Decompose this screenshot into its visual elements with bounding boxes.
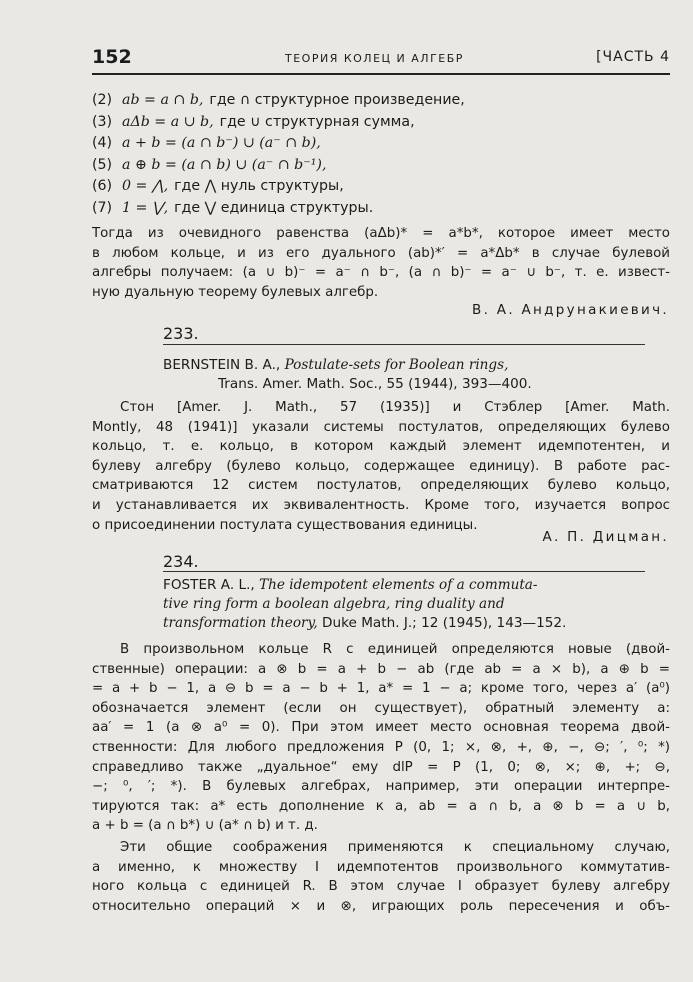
axiom-number: (7): [92, 199, 113, 216]
text-line: алгебры получаем: (a ∪ b)⁻ = a⁻ ∩ b⁻, (a ∩ b)⁻ = a⁻ ∪ b⁻, т. е. извест-: [92, 265, 670, 281]
text-line: справедливо также „дуальное“ ему dlP = P (1, 0; ⊗, ×; ⊕, +; ⊖,: [92, 759, 670, 775]
axiom-description: где ∩ структурное произведение,: [209, 92, 465, 108]
text-line: Тогда из очевидного равенства (aΔb)* = a*b*, которое имеет место: [92, 226, 670, 241]
text-line: обозначается элемент (если он существует), обратный элементу a:: [92, 700, 670, 716]
axiom-description: где ⋁ единица структуры.: [174, 199, 374, 216]
ref-source: Duke Math. J.; 12 (1945), 143—152.: [322, 615, 567, 631]
text-line: ного кольца с единицей R. В этом случае I образует булеву алгебру: [92, 879, 670, 895]
text-line: тируются так: a* есть дополнение к a, ab = a ∩ b, a ⊗ b = a ∪ b,: [92, 798, 670, 814]
text-line: сматриваются 12 систем постулатов, определяющих булево кольцо,: [92, 478, 670, 494]
paragraph-review-233: [92, 398, 670, 535]
page-number: 152: [92, 46, 132, 68]
paragraph-dual-theorem: [92, 224, 670, 302]
text-line: −; ⁰, ′; *). В булевых алгебрах, например, эти операции интерпре-: [92, 779, 670, 795]
ref-author: FOSTER A. L.,: [163, 577, 255, 593]
axiom-formula: 1 = ⋁,: [122, 199, 169, 216]
axiom-number: (5): [92, 156, 113, 173]
reviewer-signature: А. П. Дицман.: [542, 529, 669, 545]
axiom-formula: ab = a ∩ b,: [122, 92, 204, 108]
paragraph-review-234: [92, 640, 670, 836]
text-line: = a + b − 1, a ⊖ b = a − b + 1, a* = 1 − a; кроме того, через a′ (a⁰): [92, 681, 670, 697]
axiom-number: (3): [92, 113, 113, 130]
paragraph-review-234-continued: [92, 838, 670, 916]
text-line: Эти общие соображения применяются к специальному случаю,: [120, 840, 670, 855]
axiom-formula: 0 = ⋀,: [122, 178, 169, 194]
text-line: В произвольном кольце R с единицей определяются новые (двой-: [120, 642, 670, 657]
axiom-line: [92, 114, 672, 136]
ref-title: The idempotent elements of a commuta-: [259, 577, 538, 593]
ref-title: tive ring form a boolean algebra, ring duality and: [163, 596, 505, 612]
ref-title: transformation theory,: [163, 615, 318, 631]
page-header: [92, 44, 670, 70]
axiom-description: где ∪ структурная сумма,: [219, 113, 415, 130]
axiom-formula: aΔb = a ∪ b,: [122, 113, 214, 130]
axiom-description: где ⋀ нуль структуры,: [174, 178, 344, 194]
entry-number: 234.: [163, 552, 199, 571]
axiom-formula: a ⊕ b = (a ∩ b) ∪ (a⁻ ∩ b⁻¹),: [122, 156, 327, 173]
axiom-line: [92, 178, 672, 200]
ref-author: BERNSTEIN B. A.,: [163, 357, 281, 373]
axiom-number: (6): [92, 178, 113, 194]
bibliographic-reference: [163, 356, 663, 394]
text-line: ственные) операции: a ⊗ b = a + b − ab (где ab = a × b), a ⊕ b =: [92, 661, 670, 677]
text-line: a + b = (a ∩ b*) ∪ (a* ∩ b) и т. д.: [92, 818, 318, 834]
entry-underline: [163, 344, 645, 345]
text-line: aa′ = 1 (a ⊗ a⁰ = 0). При этом имеет место основная теорема двой-: [92, 720, 670, 736]
text-line: ную дуальную теорему булевых алгебр.: [92, 284, 379, 300]
entry-number: 233.: [163, 324, 199, 343]
axiom-list: [92, 92, 672, 221]
text-line: Стон [Amer. J. Math., 57 (1935)] и Стэблер [Amer. Math.: [120, 400, 670, 415]
text-line: булеву алгебру (булево кольцо, содержащее единицу). В работе рас-: [92, 458, 670, 474]
axiom-line: [92, 135, 672, 157]
reviewer-signature: В. А. Андрунакиевич.: [472, 302, 669, 318]
text-line: ственности: Для любого предложения P (0, 1; ×, ⊗, +, ⊕, −, ⊖; ′, ⁰; *): [92, 739, 670, 755]
text-line: Montly, 48 (1941)] указали системы постулатов, определяющих булево: [92, 419, 670, 435]
running-title: ТЕОРИЯ КОЛЕЦ И АЛГЕБР: [285, 52, 464, 65]
text-line: в любом кольце, и из его дуального (ab)*′ = a*Δb* в случае булевой: [92, 245, 670, 261]
header-rule: [92, 73, 670, 75]
text-line: и устанавливается их эквивалентность. Кроме того, изучается вопрос: [92, 497, 670, 513]
axiom-line: [92, 157, 672, 179]
ref-source: Trans. Amer. Math. Soc., 55 (1944), 393—400.: [218, 376, 532, 392]
text-line: о присоединении постулата существования единицы.: [92, 517, 478, 533]
axiom-formula: a + b = (a ∩ b⁻) ∪ (a⁻ ∩ b),: [122, 135, 321, 151]
ref-title: Postulate-sets for Boolean rings,: [284, 357, 509, 373]
axiom-number: (4): [92, 135, 113, 151]
bibliographic-reference: [163, 576, 663, 633]
axiom-line: [92, 200, 672, 222]
axiom-line: [92, 92, 672, 114]
text-line: кольцо, т. е. кольцо, в котором каждый элемент идемпотентен, и: [92, 439, 670, 455]
text-line: а именно, к множеству I идемпотентов произвольного коммутатив-: [92, 859, 670, 875]
text-line: относительно операций × и ⊗, играющих роль пересечения и объ-: [92, 898, 670, 914]
part-label: [ЧАСТЬ 4: [596, 49, 670, 65]
axiom-number: (2): [92, 92, 113, 108]
entry-underline: [163, 571, 645, 572]
